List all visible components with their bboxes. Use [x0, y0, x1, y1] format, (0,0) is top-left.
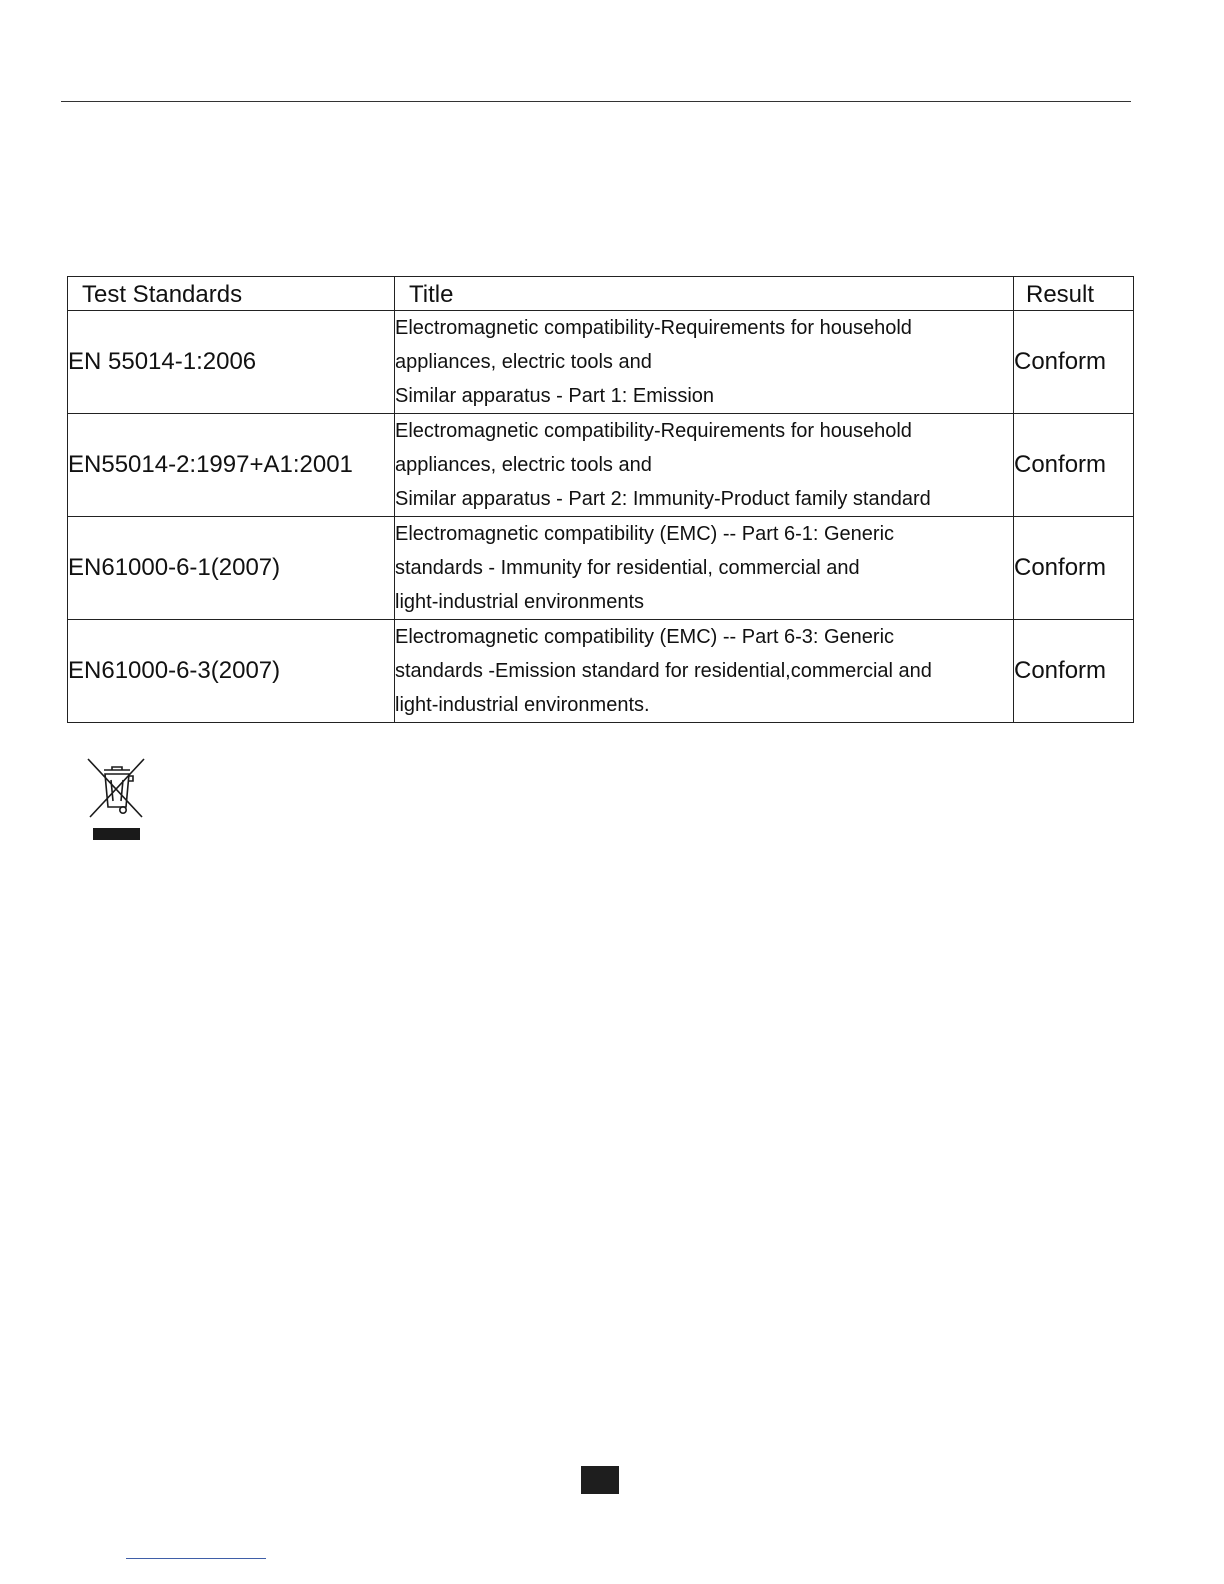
header-title: Title: [395, 277, 1014, 311]
title-line: standards -Emission standard for residential,commercial and: [395, 660, 932, 682]
title-line: light-industrial environments: [395, 591, 645, 613]
title-line: Similar apparatus - Part 2: Immunity-Product family standard: [395, 488, 931, 510]
title-cell: [395, 414, 1014, 517]
title-cell: [395, 620, 1014, 723]
title-line: appliances, electric tools and: [395, 351, 652, 373]
table-row: [68, 517, 1134, 620]
header-test-standards: Test Standards: [68, 277, 395, 311]
standard-cell: EN 55014-1:2006: [68, 311, 395, 414]
test-standards-table: [67, 276, 1134, 723]
standard-cell: EN55014-2:1997+A1:2001: [68, 414, 395, 517]
title-line: Electromagnetic compatibility (EMC) -- Part 6-1: Generic: [395, 523, 895, 545]
header-divider: [61, 101, 1131, 102]
table-row: [68, 311, 1134, 414]
result-cell: Conform: [1014, 517, 1134, 620]
result-cell: Conform: [1014, 311, 1134, 414]
table-header-row: [68, 277, 1134, 311]
title-line: light-industrial environments.: [395, 694, 650, 716]
standard-cell: EN61000-6-1(2007): [68, 517, 395, 620]
title-line: Electromagnetic compatibility-Requirements for household: [395, 317, 912, 339]
table-row: [68, 620, 1134, 723]
title-line: Electromagnetic compatibility-Requirements for household: [395, 420, 912, 442]
crossed-out-wheelie-bin-icon: [86, 757, 148, 843]
header-result: Result: [1014, 277, 1134, 311]
title-line: Electromagnetic compatibility (EMC) -- Part 6-3: Generic: [395, 626, 895, 648]
title-line: appliances, electric tools and: [395, 454, 652, 476]
title-line: Similar apparatus - Part 1: Emission: [395, 385, 715, 407]
title-line: standards - Immunity for residential, commercial and: [395, 557, 860, 579]
footer-underline: [126, 1558, 266, 1559]
result-cell: Conform: [1014, 620, 1134, 723]
standard-cell: EN61000-6-3(2007): [68, 620, 395, 723]
page-number-block: [581, 1466, 619, 1494]
table-row: [68, 414, 1134, 517]
title-cell: [395, 311, 1014, 414]
title-cell: [395, 517, 1014, 620]
result-cell: Conform: [1014, 414, 1134, 517]
